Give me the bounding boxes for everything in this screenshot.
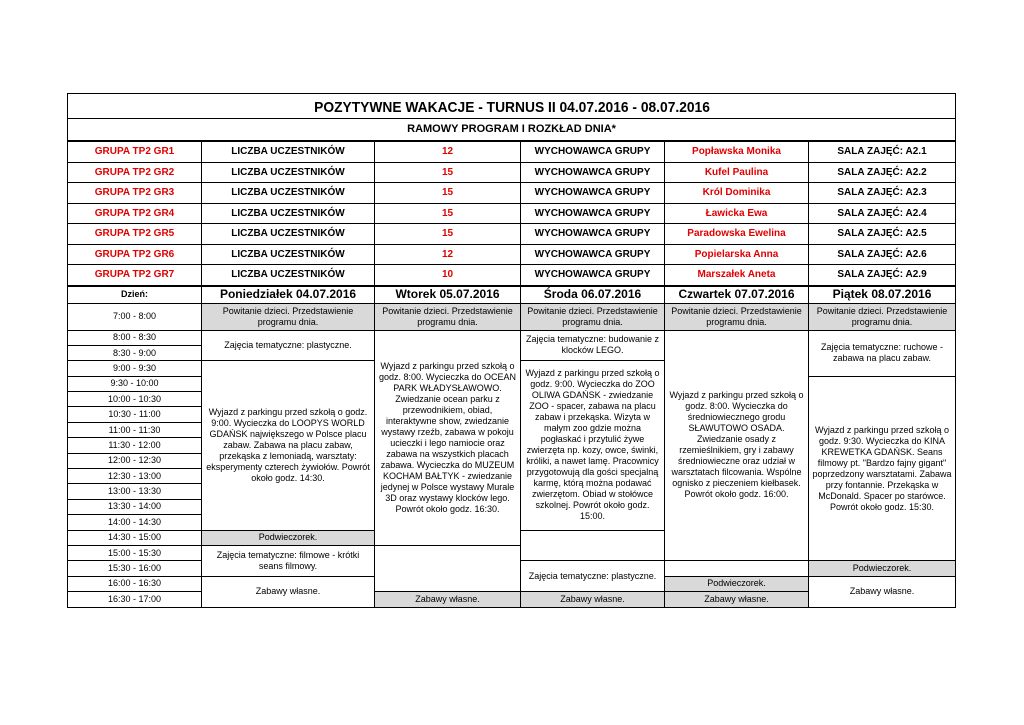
teacher-label: WYCHOWAWCA GRUPY — [521, 162, 665, 183]
group-name: GRUPA TP2 GR6 — [68, 244, 202, 265]
cell-tue-trip: Wyjazd z parkingu przed szkołą o godz. 8:00. Wycieczka do OCEAN PARK WŁADYSŁAWOWO. Zwiedzanie ocean parku z przewodnikiem, obiad, interaktywne show, zwiedzanie wystawy rzeźb, zabawa w pokoju ucieczki i lego namiocie oraz zabawa na wszystkich placach zabawa. Wycieczka do MUZEUM KOCHAM BAŁTYK - zwiedzanie jedynej w Polsce wystawy Murale 3D oraz wystawy klocków lego. Powrót około godz. 16:30. — [375, 330, 521, 545]
time-slot: 8:30 - 9:00 — [68, 345, 202, 360]
time-slot: 13:00 - 13:30 — [68, 484, 202, 499]
participants-label: LICZBA UCZESTNIKÓW — [202, 244, 375, 265]
cell-thu-trip: Wyjazd z parkingu przed szkołą o godz. 8:00. Wycieczka do średniowiecznego grodu SŁAWUTOWO OSADA. Zwiedzanie osady z rzemieślnikiem, gry i zabawy średniowieczne oraz udział w warsztatach filcowania. Wspólne ognisko z pieczeniem kiełbasek. Powrót około godz. 16:00. — [665, 330, 809, 561]
schedule-sheet — [67, 93, 955, 633]
time-slot: 13:30 - 14:00 — [68, 499, 202, 514]
teacher-label: WYCHOWAWCA GRUPY — [521, 183, 665, 204]
cell-thu-empty — [665, 561, 809, 576]
participants-label: LICZBA UCZESTNIKÓW — [202, 203, 375, 224]
group-name: GRUPA TP2 GR5 — [68, 224, 202, 245]
room-label: SALA ZAJĘĆ: A2.5 — [809, 224, 956, 245]
teacher-label: WYCHOWAWCA GRUPY — [521, 203, 665, 224]
group-row — [68, 142, 956, 163]
time-slot: 9:30 - 10:00 — [68, 376, 202, 391]
teacher-name: Popielarska Anna — [665, 244, 809, 265]
teacher-label: WYCHOWAWCA GRUPY — [521, 142, 665, 163]
time-slot: 10:00 - 10:30 — [68, 392, 202, 407]
teacher-label: WYCHOWAWCA GRUPY — [521, 224, 665, 245]
cell-fri-play: Zabawy własne. — [809, 576, 956, 607]
time-slot: 15:00 - 15:30 — [68, 545, 202, 560]
cell-mon-trip: Wyjazd z parkingu przed szkołą o godz. 9:00. Wycieczka do LOOPYS WORLD GDAŃSK największego w Polsce placu zabaw. Zabawa na placu zabaw, przekąska z lemoniadą, warsztaty: eksperymenty czterech żywiołów. Powrót około godz. 14:30. — [202, 361, 375, 530]
group-row — [68, 183, 956, 204]
cell-thu-play: Zabawy własne. — [665, 592, 809, 607]
groups-table — [67, 141, 956, 286]
cell-mon-play: Zabawy własne. — [202, 576, 375, 607]
participants-label: LICZBA UCZESTNIKÓW — [202, 265, 375, 286]
time-slot: 16:00 - 16:30 — [68, 576, 202, 591]
day-header-thursday: Czwartek 07.07.2016 — [665, 286, 809, 303]
teacher-name: Kufel Paulina — [665, 162, 809, 183]
participants-label: LICZBA UCZESTNIKÓW — [202, 224, 375, 245]
cell-greeting-fri: Powitanie dzieci. Przedstawienie programu dnia. — [809, 303, 956, 330]
participants-count: 15 — [375, 183, 521, 204]
cell-fri-trip: Wyjazd z parkingu przed szkołą o godz. 9:30. Wycieczka do KINA KREWETKA GDAŃSK. Seans filmowy pt. "Bardzo fajny gigant" poprzedzony warsztatami. Zabawa przy fontannie. Przekąska w McDonald. Spacer po starówce. Powrót około godz. 15:30. — [809, 376, 956, 561]
group-row — [68, 203, 956, 224]
time-slot: 11:00 - 11:30 — [68, 422, 202, 437]
participants-count: 12 — [375, 244, 521, 265]
teacher-name: Król Dominika — [665, 183, 809, 204]
cell-fri-snack: Podwieczorek. — [809, 561, 956, 576]
participants-count: 15 — [375, 224, 521, 245]
participants-count: 15 — [375, 203, 521, 224]
room-label: SALA ZAJĘĆ: A2.9 — [809, 265, 956, 286]
participants-count: 12 — [375, 142, 521, 163]
teacher-label: WYCHOWAWCA GRUPY — [521, 244, 665, 265]
group-name: GRUPA TP2 GR3 — [68, 183, 202, 204]
time-slot: 12:30 - 13:00 — [68, 469, 202, 484]
group-row — [68, 244, 956, 265]
teacher-name: Ławicka Ewa — [665, 203, 809, 224]
cell-tue-play: Zabawy własne. — [375, 592, 521, 607]
cell-mon-film: Zajęcia tematyczne: filmowe - krótki seans filmowy. — [202, 545, 375, 576]
group-name: GRUPA TP2 GR4 — [68, 203, 202, 224]
cell-wed-trip: Wyjazd z parkingu przed szkołą o godz. 9:00. Wycieczka do ZOO OLIWA GDAŃSK - zwiedzanie ZOO - spacer, zabawa na placu zabaw i przekąska. Wizyta w małym zoo gdzie można pogłaskać i przytulić żywe zwierzęta np. kozy, owce, świnki, króliki, a nawet lamę. Pracownicy przygotowują dla gości specjalną karmę, którą można podawać zwierzętom. Obiad w stołówce szkolnej. Powrót około godz. 15:00. — [521, 361, 665, 530]
time-slot: 14:30 - 15:00 — [68, 530, 202, 545]
day-header-monday: Poniedziałek 04.07.2016 — [202, 286, 375, 303]
time-slot: 16:30 - 17:00 — [68, 592, 202, 607]
group-name: GRUPA TP2 GR7 — [68, 265, 202, 286]
group-row — [68, 224, 956, 245]
day-label: Dzień: — [68, 286, 202, 303]
schedule-table — [67, 93, 956, 141]
room-label: SALA ZAJĘĆ: A2.4 — [809, 203, 956, 224]
teacher-name: Popławska Monika — [665, 142, 809, 163]
cell-greeting-tue: Powitanie dzieci. Przedstawienie programu dnia. — [375, 303, 521, 330]
time-slot: 10:30 - 11:00 — [68, 407, 202, 422]
cell-greeting-wed: Powitanie dzieci. Przedstawienie programu dnia. — [521, 303, 665, 330]
group-row — [68, 265, 956, 286]
cell-mon-snack: Podwieczorek. — [202, 530, 375, 545]
teacher-name: Marszałek Aneta — [665, 265, 809, 286]
timetable — [67, 286, 956, 608]
cell-greeting-mon: Powitanie dzieci. Przedstawienie programu dnia. — [202, 303, 375, 330]
participants-label: LICZBA UCZESTNIKÓW — [202, 162, 375, 183]
cell-wed-empty — [521, 530, 665, 561]
cell-wed-play: Zabawy własne. — [521, 592, 665, 607]
cell-wed-plastic: Zajęcia tematyczne: plastyczne. — [521, 561, 665, 592]
time-slot: 8:00 - 8:30 — [68, 330, 202, 345]
cell-fri-move: Zajęcia tematyczne: ruchowe - zabawa na placu zabaw. — [809, 330, 956, 376]
participants-count: 15 — [375, 162, 521, 183]
room-label: SALA ZAJĘĆ: A2.2 — [809, 162, 956, 183]
day-header-wednesday: Środa 06.07.2016 — [521, 286, 665, 303]
time-slot: 11:30 - 12:00 — [68, 438, 202, 453]
day-header-friday: Piątek 08.07.2016 — [809, 286, 956, 303]
cell-thu-snack: Podwieczorek. — [665, 576, 809, 591]
group-name: GRUPA TP2 GR1 — [68, 142, 202, 163]
cell-tue-empty — [375, 545, 521, 591]
group-name: GRUPA TP2 GR2 — [68, 162, 202, 183]
time-slot: 7:00 - 8:00 — [68, 303, 202, 330]
cell-wed-lego: Zajęcia tematyczne: budowanie z klocków LEGO. — [521, 330, 665, 361]
cell-mon-plastic: Zajęcia tematyczne: plastyczne. — [202, 330, 375, 361]
group-row — [68, 162, 956, 183]
room-label: SALA ZAJĘĆ: A2.1 — [809, 142, 956, 163]
teacher-label: WYCHOWAWCA GRUPY — [521, 265, 665, 286]
time-slot: 9:00 - 9:30 — [68, 361, 202, 376]
time-slot: 12:00 - 12:30 — [68, 453, 202, 468]
participants-label: LICZBA UCZESTNIKÓW — [202, 183, 375, 204]
day-header-tuesday: Wtorek 05.07.2016 — [375, 286, 521, 303]
time-slot: 15:30 - 16:00 — [68, 561, 202, 576]
room-label: SALA ZAJĘĆ: A2.6 — [809, 244, 956, 265]
teacher-name: Paradowska Ewelina — [665, 224, 809, 245]
cell-greeting-thu: Powitanie dzieci. Przedstawienie programu dnia. — [665, 303, 809, 330]
room-label: SALA ZAJĘĆ: A2.3 — [809, 183, 956, 204]
participants-count: 10 — [375, 265, 521, 286]
participants-label: LICZBA UCZESTNIKÓW — [202, 142, 375, 163]
page-subtitle: RAMOWY PROGRAM I ROZKŁAD DNIA* — [68, 119, 956, 141]
page-title: POZYTYWNE WAKACJE - TURNUS II 04.07.2016 - 08.07.2016 — [103, 94, 920, 119]
time-slot: 14:00 - 14:30 — [68, 515, 202, 530]
